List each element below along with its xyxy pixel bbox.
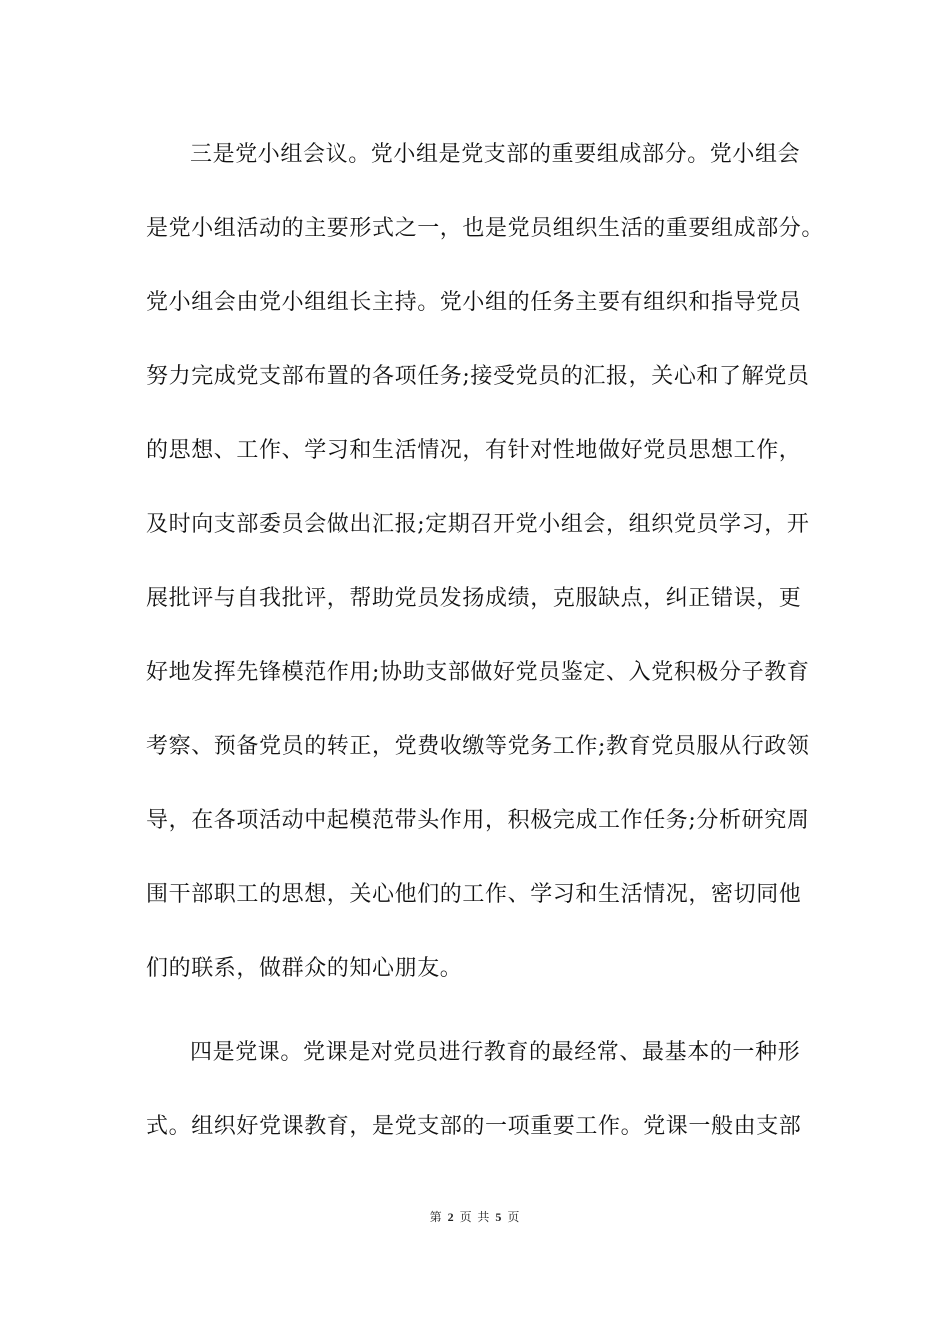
paragraph-line: 导，在各项活动中起模范带头作用，积极完成工作任务;分析研究周 [146,808,810,833]
paragraph-line: 好地发挥先锋模范作用;协助支部做好党员鉴定、入党积极分子教育 [146,660,810,685]
current-page-number: 2 [447,1210,455,1224]
paragraph-line: 四是党课。党课是对党员进行教育的最经常、最基本的一种形 [190,1040,801,1065]
paragraph-line: 是党小组活动的主要形式之一，也是党员组织生活的重要组成部分。 [146,216,825,241]
paragraph-line: 努力完成党支部布置的各项任务;接受党员的汇报，关心和了解党员 [146,364,810,389]
paragraph-line: 三是党小组会议。党小组是党支部的重要组成部分。党小组会 [190,142,801,167]
paragraph-line: 式。组织好党课教育，是党支部的一项重要工作。党课一般由支部 [146,1114,802,1139]
page-footer [0,1209,950,1225]
paragraph-line: 考察、预备党员的转正，党费收缴等党务工作;教育党员服从行政领 [146,734,810,759]
paragraph-line: 们的联系，做群众的知心朋友。 [146,956,463,981]
footer-prefix: 第 [429,1210,443,1224]
paragraph-line: 展批评与自我批评，帮助党员发扬成绩，克服缺点，纠正错误，更 [146,586,802,611]
total-pages-number: 5 [495,1210,503,1224]
footer-suffix: 页 [507,1210,521,1224]
paragraph-line: 围干部职工的思想，关心他们的工作、学习和生活情况，密切同他 [146,882,802,907]
paragraph-line: 党小组会由党小组组长主持。党小组的任务主要有组织和指导党员 [146,290,802,315]
paragraph-line: 的思想、工作、学习和生活情况，有针对性地做好党员思想工作， [146,438,802,463]
footer-middle: 页 共 [459,1210,491,1224]
paragraph-line: 及时向支部委员会做出汇报;定期召开党小组会，组织党员学习，开 [146,512,810,537]
